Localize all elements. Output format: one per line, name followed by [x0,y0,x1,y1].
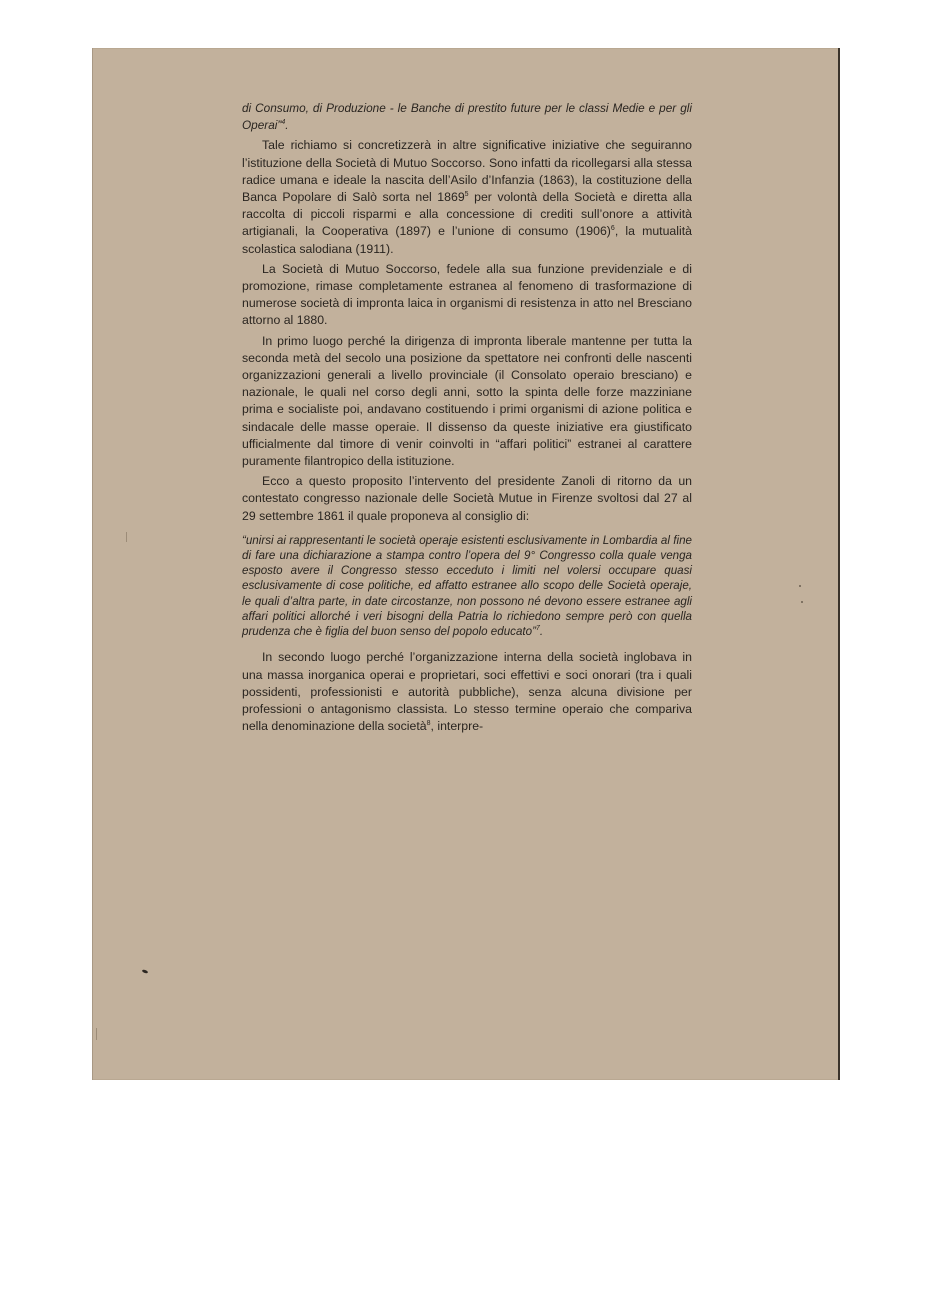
scan-mark [126,532,127,542]
text-run: La Società di Mutuo Soccorso, fedele alla sua funzione previdenziale e di promozione, rimase completamente estranea al fenomeno di trasformazione di numerose società di impronta laica in organismi di resistenza in atto nel Bresciano attorno al 1880. [242,261,692,328]
scan-speck [799,585,801,587]
fragment-tail: . [285,118,289,133]
body-paragraph [242,137,692,257]
footnote-ref: 5 [464,190,469,198]
quote-text: “unirsi ai rappresentanti le società operaje esistenti esclusivamente in Lombardia al fine di fare una dichiarazione a stampa contro l’opera del 9° Congresso colla quale venga esposto avere il Congresso stesso ecceduto i limiti nel volersi occupare quasi esclusivamente di cose politiche, ed affatto estranee allo scopo delle Società operaje, le quali d’altra parte, in date circostanze, non possono né devono essere estranee agli affari politici allorché i veri bisogni della Patria lo richiedono sempre però con quella prudenza che è figlia del buon senso del popolo educato” [242,533,692,639]
page-body [242,100,692,738]
footnote-ref: 4 [281,119,286,127]
body-paragraph [242,333,692,471]
fragment-text: di Consumo, di Produzione - le Banche di prestito future per le classi Medie e per gli Operai” [242,101,692,133]
paragraph-list [242,137,692,524]
footnote-ref: 8 [426,720,431,728]
body-paragraph [242,261,692,330]
block-quote [242,533,692,639]
text-run: per volontà della Società e diretta alla raccolta di piccoli risparmi e alla concessione di crediti sull’onore a attività artigianali, la Cooperativa (1897) e l’unione di consumo (1906) [242,190,692,239]
quote-tail: . [539,625,544,639]
text-run: Tale richiamo si concretizzerà in altre significative iniziative che seguiranno l’istituzione della Società di Mutuo Soccorso. Sono infatti da ricollegarsi alla stessa radice umana e ideale la nascita dell’Asilo d’Infanzia (1863), la costituzione della Banca Popolare di Salò sorta nel 1869 [242,138,692,205]
scan-speck [801,601,803,603]
text-run: In primo luogo perché la dirigenza di impronta liberale mantenne per tutta la seconda metà del secolo una posizione da spettatore nei confronti delle nascenti organizzazioni generali a livello provinciale (il Consolato operaio bresciano) e nazionale, le quali nel corso degli anni, sotto la spinta delle forze mazziniane prima e socialiste poi, andavano costituendo i primi organismi di azione politica e sindacale delle masse operaie. Il dissenso da queste iniziative era giustificato ufficialmente dal timore di venir coinvolti in “affari politici” estranei al carattere puramente filantropico della istituzione. [242,333,692,469]
scanned-page [92,48,840,1080]
footnote-ref: 6 [610,225,615,233]
scan-mark [96,1028,97,1040]
scan-speck [142,969,149,974]
footnote-ref: 7 [535,625,540,633]
closing-paragraph [242,649,692,735]
text-run: , la mutualità scolastica salodiana (1911). [242,224,692,256]
opening-fragment [242,100,692,134]
text-run: Ecco a questo proposito l’intervento del presidente Zanoli di ritorno da un contestato congresso nazionale delle Società Mutue in Firenze svoltosi dal 27 al 29 settembre 1861 il quale proponeva al consiglio di: [242,474,692,523]
text-run: In secondo luogo perché l’organizzazione interna della società inglobava in una massa inorganica operai e proprietari, soci effettivi e soci onorari (tra i quali possidenti, professionisti e autorità pubbliche), senza alcuna divisione per professioni o antagonismo classista. Lo stesso termine operaio che compariva nella denominazione della società [242,650,692,734]
body-paragraph [242,473,692,525]
text-run: , interpre- [430,719,484,734]
